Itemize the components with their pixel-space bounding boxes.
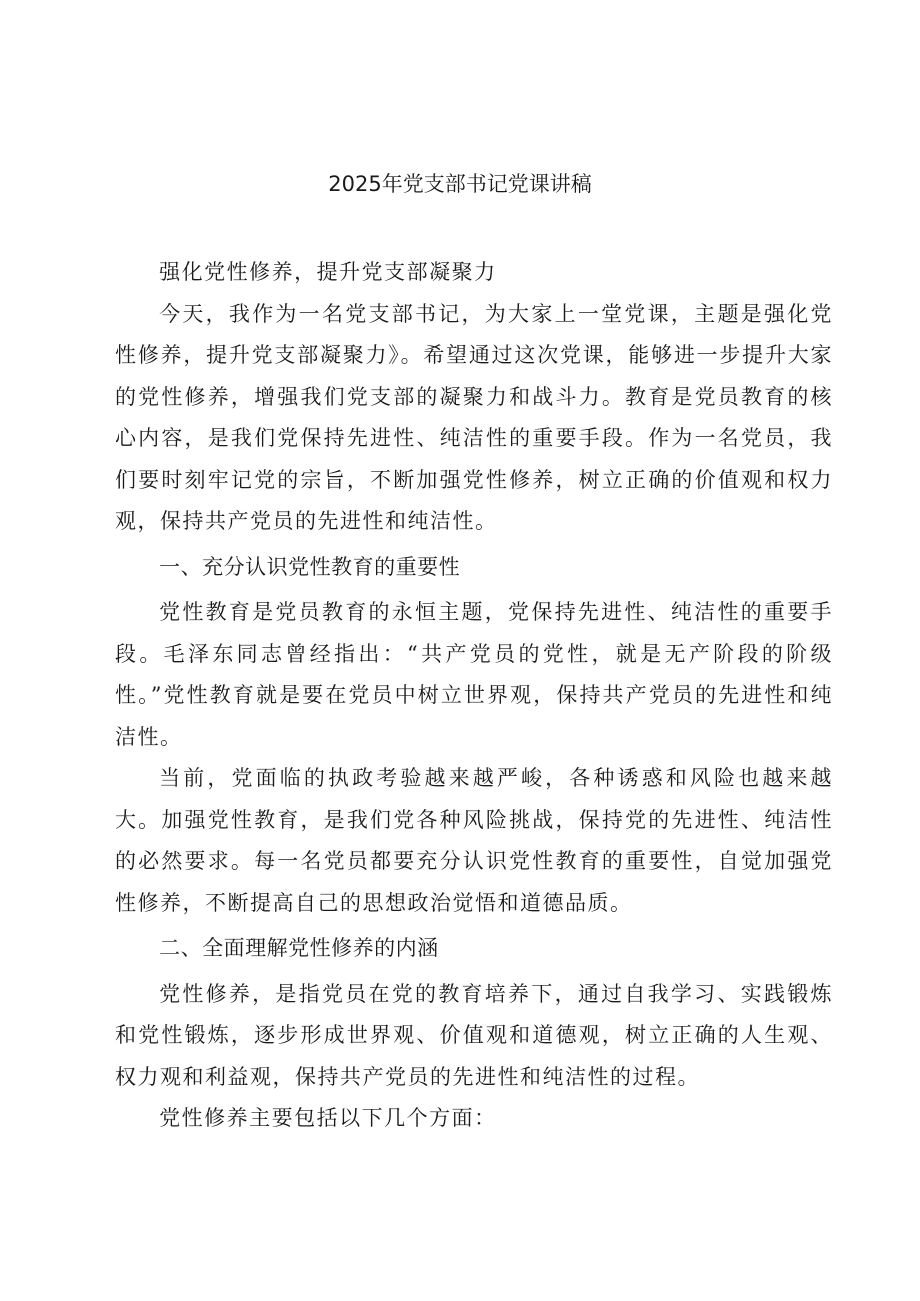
paragraph-intro: 今天，我作为一名党支部书记，为大家上一堂党课，主题是强化党性修养，提升党支部凝聚力》。希望通过这次党课，能够进一步提升大家的党性修养，增强我们党支部的凝聚力和战斗力。教育是党员教育的核心内容，是我们党保持先进性、纯洁性的重要手段。作为一名党员，我们要时刻牢记党的宗旨，不断加强党性修养，树立正确的价值观和权力观，保持共产党员的先进性和纯洁性。	[115, 301, 833, 533]
document-title: 2025年党支部书记党课讲稿	[328, 172, 592, 196]
paragraph: 当前，党面临的执政考验越来越严峻，各种诱惑和风险也越来越大。加强党性教育，是我们党各种风险挑战，保持党的先进性、纯洁性的必然要求。每一名党员都要充分认识党性教育的重要性，自觉加强党性修养，不断提高自己的思想政治觉悟和道德品质。	[115, 766, 833, 915]
document-body	[115, 252, 833, 1140]
paragraph-subtitle: 强化党性修养，提升党支部凝聚力	[159, 260, 497, 284]
section-heading-2: 二、全面理解党性修养的内涵	[159, 936, 439, 960]
paragraph: 党性修养主要包括以下几个方面：	[159, 1106, 497, 1130]
paragraph: 党性教育是党员教育的永恒主题，党保持先进性、纯洁性的重要手段。毛泽东同志曾经指出：“共产党员的党性，就是无产阶段的阶级性。”党性教育就是要在党员中树立世界观，保持共产党员的先进性和纯洁性。	[115, 600, 833, 749]
paragraph: 党性修养，是指党员在党的教育培养下，通过自我学习、实践锻炼和党性锻炼，逐步形成世界观、价值观和道德观，树立正确的人生观、权力观和利益观，保持共产党员的先进性和纯洁性的过程。	[115, 981, 833, 1089]
section-heading-1: 一、充分认识党性教育的重要性	[159, 554, 461, 579]
